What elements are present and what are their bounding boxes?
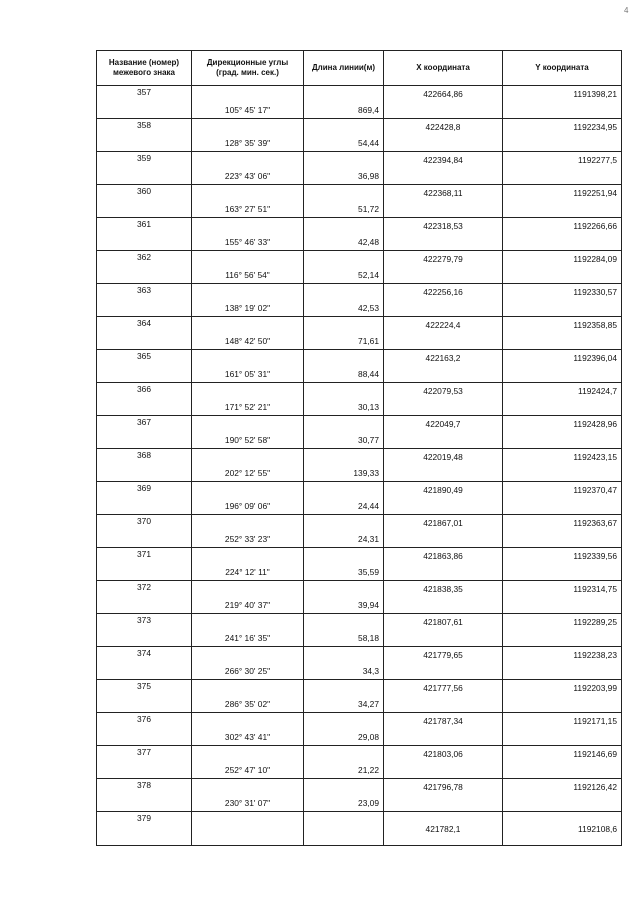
- point-row: [97, 86, 622, 103]
- line-length-value: 29,08: [304, 729, 384, 746]
- length-empty-cell: [304, 317, 384, 334]
- point-row: [97, 515, 622, 532]
- boundary-mark-number: 369: [97, 482, 192, 515]
- y-empty-cell: [503, 432, 622, 449]
- angle-empty-cell: [192, 779, 304, 796]
- angle-empty-cell: [192, 251, 304, 268]
- angle-empty-cell: [192, 284, 304, 301]
- length-empty-cell: [304, 746, 384, 763]
- length-empty-cell: [304, 284, 384, 301]
- direction-angle-value: 252° 33' 23": [192, 531, 304, 548]
- x-empty-cell: [384, 597, 503, 614]
- header-direction-angle: [192, 51, 304, 86]
- line-length-value: 23,09: [304, 795, 384, 812]
- point-row: [97, 416, 622, 433]
- direction-angle-value: 190° 52' 58": [192, 432, 304, 449]
- x-empty-cell: [384, 168, 503, 185]
- point-row: [97, 383, 622, 400]
- line-length-value: 30,77: [304, 432, 384, 449]
- direction-angle-value: 302° 43' 41": [192, 729, 304, 746]
- y-empty-cell: [503, 465, 622, 482]
- point-row: [97, 449, 622, 466]
- y-coordinate-value: 1192171,15: [503, 713, 622, 730]
- line-length-value: 36,98: [304, 168, 384, 185]
- header-y-coordinate: Y координата: [503, 51, 622, 86]
- angle-empty-cell: [192, 317, 304, 334]
- point-row: [97, 548, 622, 565]
- y-empty-cell: [503, 399, 622, 416]
- y-coordinate-value: 1192423,15: [503, 449, 622, 466]
- y-coordinate-value: 1192251,94: [503, 185, 622, 202]
- y-empty-cell: [503, 366, 622, 383]
- x-empty-cell: [384, 300, 503, 317]
- header-line-length: Длина линии(м): [304, 51, 384, 86]
- angle-empty-cell: [192, 812, 304, 846]
- boundary-mark-number: 359: [97, 152, 192, 185]
- direction-angle-value: 230° 31' 07": [192, 795, 304, 812]
- x-empty-cell: [384, 201, 503, 218]
- y-coordinate-value: 1191398,21: [503, 86, 622, 103]
- line-length-value: 58,18: [304, 630, 384, 647]
- boundary-mark-number: 377: [97, 746, 192, 779]
- length-empty-cell: [304, 185, 384, 202]
- line-length-value: 21,22: [304, 762, 384, 779]
- boundary-mark-number: 365: [97, 350, 192, 383]
- direction-angle-value: 224° 12' 11": [192, 564, 304, 581]
- angle-empty-cell: [192, 119, 304, 136]
- x-empty-cell: [384, 333, 503, 350]
- boundary-mark-number: 370: [97, 515, 192, 548]
- direction-angle-value: 202° 12' 55": [192, 465, 304, 482]
- boundary-mark-number: 372: [97, 581, 192, 614]
- x-empty-cell: [384, 696, 503, 713]
- direction-angle-value: 171° 52' 21": [192, 399, 304, 416]
- y-coordinate-value: 1192238,23: [503, 647, 622, 664]
- length-empty-cell: [304, 218, 384, 235]
- x-coordinate-value: 421807,61: [384, 614, 503, 631]
- x-coordinate-value: 422019,48: [384, 449, 503, 466]
- header-x-coordinate: X координата: [384, 51, 503, 86]
- point-row: [97, 218, 622, 235]
- page-corner-mark: 4: [624, 6, 629, 15]
- boundary-coordinates-table: [96, 50, 622, 846]
- x-empty-cell: [384, 135, 503, 152]
- point-row: [97, 581, 622, 598]
- y-coordinate-value: 1192370,47: [503, 482, 622, 499]
- line-length-value: 24,44: [304, 498, 384, 515]
- length-empty-cell: [304, 416, 384, 433]
- y-empty-cell: [503, 795, 622, 812]
- x-empty-cell: [384, 366, 503, 383]
- line-length-value: 54,44: [304, 135, 384, 152]
- y-empty-cell: [503, 663, 622, 680]
- line-length-value: 39,94: [304, 597, 384, 614]
- x-coordinate-value: 421796,78: [384, 779, 503, 796]
- x-coordinate-value: 421779,65: [384, 647, 503, 664]
- header-mark-name-line2: межевого знака: [112, 68, 176, 77]
- x-empty-cell: [384, 762, 503, 779]
- y-coordinate-value: 1192277,5: [503, 152, 622, 169]
- point-row: [97, 812, 622, 846]
- x-coordinate-value: 421777,56: [384, 680, 503, 697]
- angle-empty-cell: [192, 548, 304, 565]
- x-coordinate-value: 421867,01: [384, 515, 503, 532]
- y-coordinate-value: 1192330,57: [503, 284, 622, 301]
- boundary-mark-number: 376: [97, 713, 192, 746]
- x-empty-cell: [384, 663, 503, 680]
- line-length-value: 139,33: [304, 465, 384, 482]
- x-empty-cell: [384, 465, 503, 482]
- length-empty-cell: [304, 614, 384, 631]
- line-length-value: 35,59: [304, 564, 384, 581]
- direction-angle-value: 148° 42' 50": [192, 333, 304, 350]
- header-mark-name-line1: Название (номер): [108, 58, 180, 67]
- boundary-mark-number: 357: [97, 86, 192, 119]
- y-empty-cell: [503, 300, 622, 317]
- boundary-mark-number: 367: [97, 416, 192, 449]
- line-length-value: 51,72: [304, 201, 384, 218]
- angle-empty-cell: [192, 581, 304, 598]
- line-length-value: 34,27: [304, 696, 384, 713]
- length-empty-cell: [304, 680, 384, 697]
- header-direction-angle-line1: Дирекционные углы: [206, 58, 289, 67]
- boundary-mark-number: 378: [97, 779, 192, 812]
- length-empty-cell: [304, 383, 384, 400]
- direction-angle-value: 105° 45' 17": [192, 102, 304, 119]
- boundary-mark-number: 368: [97, 449, 192, 482]
- table-header-row: [97, 51, 622, 86]
- length-empty-cell: [304, 548, 384, 565]
- y-coordinate-value: 1192339,56: [503, 548, 622, 565]
- y-empty-cell: [503, 531, 622, 548]
- x-empty-cell: [384, 630, 503, 647]
- y-coordinate-value: 1192108,6: [503, 812, 622, 846]
- length-empty-cell: [304, 482, 384, 499]
- boundary-mark-number: 371: [97, 548, 192, 581]
- length-empty-cell: [304, 119, 384, 136]
- y-empty-cell: [503, 201, 622, 218]
- length-empty-cell: [304, 350, 384, 367]
- table-body: [97, 86, 622, 846]
- point-row: [97, 119, 622, 136]
- x-empty-cell: [384, 729, 503, 746]
- y-empty-cell: [503, 168, 622, 185]
- length-empty-cell: [304, 812, 384, 846]
- y-coordinate-value: 1192146,69: [503, 746, 622, 763]
- y-empty-cell: [503, 102, 622, 119]
- x-coordinate-value: 422318,53: [384, 218, 503, 235]
- direction-angle-value: 128° 35' 39": [192, 135, 304, 152]
- angle-empty-cell: [192, 152, 304, 169]
- x-empty-cell: [384, 498, 503, 515]
- line-length-value: 30,13: [304, 399, 384, 416]
- y-coordinate-value: 1192289,25: [503, 614, 622, 631]
- length-empty-cell: [304, 86, 384, 103]
- length-empty-cell: [304, 581, 384, 598]
- direction-angle-value: 286° 35' 02": [192, 696, 304, 713]
- direction-angle-value: 241° 16' 35": [192, 630, 304, 647]
- x-coordinate-value: 422279,79: [384, 251, 503, 268]
- line-length-value: 71,61: [304, 333, 384, 350]
- x-empty-cell: [384, 795, 503, 812]
- length-empty-cell: [304, 449, 384, 466]
- length-empty-cell: [304, 152, 384, 169]
- point-row: [97, 614, 622, 631]
- y-empty-cell: [503, 333, 622, 350]
- y-empty-cell: [503, 498, 622, 515]
- y-coordinate-value: 1192396,04: [503, 350, 622, 367]
- header-mark-name: [97, 51, 192, 86]
- line-length-value: 42,48: [304, 234, 384, 251]
- x-coordinate-value: 422079,53: [384, 383, 503, 400]
- x-empty-cell: [384, 432, 503, 449]
- angle-empty-cell: [192, 185, 304, 202]
- x-coordinate-value: 421838,35: [384, 581, 503, 598]
- direction-angle-value: 155° 46' 33": [192, 234, 304, 251]
- boundary-mark-number: 373: [97, 614, 192, 647]
- direction-angle-value: 219° 40' 37": [192, 597, 304, 614]
- length-empty-cell: [304, 779, 384, 796]
- x-coordinate-value: 421787,34: [384, 713, 503, 730]
- y-empty-cell: [503, 630, 622, 647]
- point-row: [97, 680, 622, 697]
- point-row: [97, 251, 622, 268]
- length-empty-cell: [304, 713, 384, 730]
- x-coordinate-value: 422368,11: [384, 185, 503, 202]
- boundary-mark-number: 364: [97, 317, 192, 350]
- point-row: [97, 284, 622, 301]
- x-empty-cell: [384, 399, 503, 416]
- y-coordinate-value: 1192203,99: [503, 680, 622, 697]
- direction-angle-value: 266° 30' 25": [192, 663, 304, 680]
- y-coordinate-value: 1192424,7: [503, 383, 622, 400]
- line-length-value: 24,31: [304, 531, 384, 548]
- x-coordinate-value: 422394,84: [384, 152, 503, 169]
- boundary-mark-number: 361: [97, 218, 192, 251]
- point-row: [97, 482, 622, 499]
- x-coordinate-value: 422256,16: [384, 284, 503, 301]
- boundary-mark-number: 360: [97, 185, 192, 218]
- line-length-value: 52,14: [304, 267, 384, 284]
- y-empty-cell: [503, 234, 622, 251]
- direction-angle-value: 223° 43' 06": [192, 168, 304, 185]
- boundary-mark-number: 363: [97, 284, 192, 317]
- y-coordinate-value: 1192284,09: [503, 251, 622, 268]
- boundary-mark-number: 366: [97, 383, 192, 416]
- angle-empty-cell: [192, 350, 304, 367]
- y-empty-cell: [503, 597, 622, 614]
- x-coordinate-value: 422428,8: [384, 119, 503, 136]
- point-row: [97, 350, 622, 367]
- angle-empty-cell: [192, 713, 304, 730]
- angle-empty-cell: [192, 614, 304, 631]
- y-coordinate-value: 1192266,66: [503, 218, 622, 235]
- x-empty-cell: [384, 531, 503, 548]
- direction-angle-value: 161° 05' 31": [192, 366, 304, 383]
- point-row: [97, 746, 622, 763]
- point-row: [97, 713, 622, 730]
- y-empty-cell: [503, 762, 622, 779]
- x-coordinate-value: 422163,2: [384, 350, 503, 367]
- y-empty-cell: [503, 267, 622, 284]
- x-coordinate-value: 421890,49: [384, 482, 503, 499]
- x-coordinate-value: 421863,86: [384, 548, 503, 565]
- line-length-value: 88,44: [304, 366, 384, 383]
- y-coordinate-value: 1192314,75: [503, 581, 622, 598]
- angle-empty-cell: [192, 218, 304, 235]
- x-empty-cell: [384, 267, 503, 284]
- length-empty-cell: [304, 251, 384, 268]
- y-empty-cell: [503, 729, 622, 746]
- y-empty-cell: [503, 564, 622, 581]
- angle-empty-cell: [192, 746, 304, 763]
- x-coordinate-value: 422049,7: [384, 416, 503, 433]
- y-coordinate-value: 1192428,96: [503, 416, 622, 433]
- boundary-mark-number: 362: [97, 251, 192, 284]
- y-empty-cell: [503, 696, 622, 713]
- y-coordinate-value: 1192234,95: [503, 119, 622, 136]
- line-length-value: 42,53: [304, 300, 384, 317]
- x-coordinate-value: 421782,1: [384, 812, 503, 846]
- x-empty-cell: [384, 564, 503, 581]
- y-coordinate-value: 1192363,67: [503, 515, 622, 532]
- line-length-value: 34,3: [304, 663, 384, 680]
- y-coordinate-value: 1192358,85: [503, 317, 622, 334]
- line-length-value: 869,4: [304, 102, 384, 119]
- x-coordinate-value: 421803,06: [384, 746, 503, 763]
- point-row: [97, 779, 622, 796]
- angle-empty-cell: [192, 383, 304, 400]
- direction-angle-value: 116° 56' 54": [192, 267, 304, 284]
- x-coordinate-value: 422664,86: [384, 86, 503, 103]
- direction-angle-value: 252° 47' 10": [192, 762, 304, 779]
- header-direction-angle-line2: (град. мин. сек.): [216, 68, 279, 77]
- x-coordinate-value: 422224,4: [384, 317, 503, 334]
- point-row: [97, 185, 622, 202]
- y-coordinate-value: 1192126,42: [503, 779, 622, 796]
- boundary-mark-number: 375: [97, 680, 192, 713]
- length-empty-cell: [304, 515, 384, 532]
- length-empty-cell: [304, 647, 384, 664]
- angle-empty-cell: [192, 647, 304, 664]
- angle-empty-cell: [192, 449, 304, 466]
- angle-empty-cell: [192, 515, 304, 532]
- point-row: [97, 152, 622, 169]
- boundary-mark-number: 374: [97, 647, 192, 680]
- y-empty-cell: [503, 135, 622, 152]
- x-empty-cell: [384, 102, 503, 119]
- boundary-mark-number: 358: [97, 119, 192, 152]
- point-row: [97, 317, 622, 334]
- angle-empty-cell: [192, 86, 304, 103]
- x-empty-cell: [384, 234, 503, 251]
- angle-empty-cell: [192, 416, 304, 433]
- direction-angle-value: 163° 27' 51": [192, 201, 304, 218]
- angle-empty-cell: [192, 680, 304, 697]
- direction-angle-value: 196° 09' 06": [192, 498, 304, 515]
- point-row: [97, 647, 622, 664]
- direction-angle-value: 138° 19' 02": [192, 300, 304, 317]
- boundary-mark-number: 379: [97, 812, 192, 846]
- angle-empty-cell: [192, 482, 304, 499]
